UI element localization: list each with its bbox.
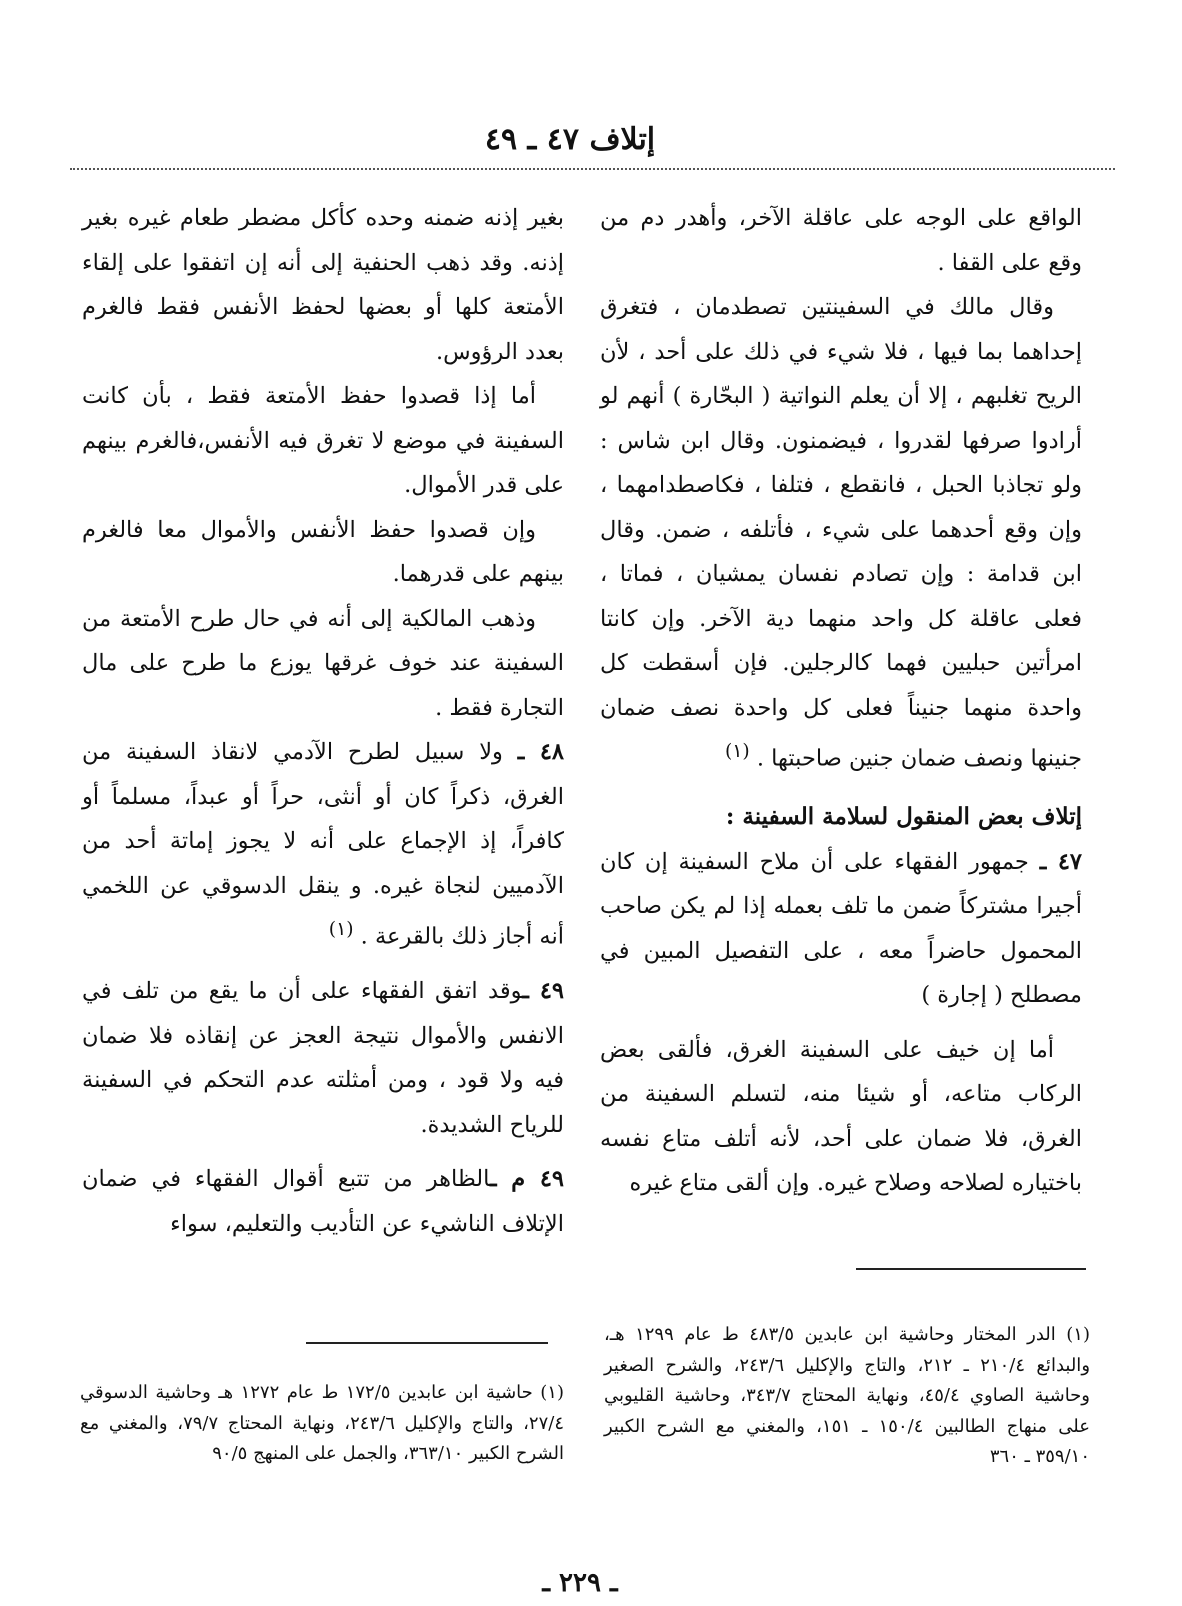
footnote-ref-left: (١) xyxy=(328,919,354,940)
page-header-title: إتلاف ٤٧ ـ ٤٩ xyxy=(484,122,656,157)
left-paragraph-2: أما إذا قصدوا حفظ الأمتعة فقط ، بأن كانت السفينة في موضع لا تغرق فيه الأنفس،فالغرم بينهم على قدر الأموال. xyxy=(82,383,564,498)
left-paragraph-49m xyxy=(82,1157,564,1246)
left-paragraph-49m-text: الظاهر من تتبع أقوال الفقهاء في ضمان الإتلاف الناشيء عن التأديب والتعليم، سواء xyxy=(82,1166,564,1237)
page-number: ـ ٢٢٩ ـ xyxy=(542,1568,618,1598)
left-paragraph-3: وإن قصدوا حفظ الأنفس والأموال معا فالغرم بينهم على قدرهما. xyxy=(82,516,564,587)
right-paragraph-2-text: وقال مالك في السفينتين تصطدمان ، فتغرق إحداهما بما فيها ، فلا شيء في ذلك على أحد ، لأن الريح تغلبهم ، إلا أن يعلم النواتية ( البحّارة ) أنهم لو أرادوا صرفها لقدروا ، فيضمنون. وقال ابن شاس : ولو تجاذبا الحبل ، فانقطع ، فتلفا ، فكاصطدامهما ، وإن وقع أحدهما على شيء ، فأتلفه ، ضمن. وقال ابن قدامة : وإن تصادم نفسان يمشيان ، فماتا ، فعلى عاقلة كل واحد منهما دية الآخر. وإن كانتا امرأتين حبليين فهما كالرجلين. فإن أسقطت كل واحدة منهما جنيناً فعلى كل واحدة نصف ضمان جنينها ونصف ضمان جنين صاحبتها . xyxy=(600,294,1082,772)
paragraph-number-47: ٤٧ ـ xyxy=(1039,848,1082,875)
paragraph-number-49: ٤٩ ـ xyxy=(522,978,564,1004)
right-paragraph-47 xyxy=(600,840,1082,1018)
header-divider xyxy=(70,168,1115,170)
paragraph-number-48: ٤٨ ـ xyxy=(517,739,564,765)
footnote-right: (١) الدر المختار وحاشية ابن عابدين ٤٨٣/٥ ط عام ١٢٩٩ هـ، والبدائع ٢١٠/٤ ـ ٢١٢، والتاج والإكليل ٢٤٣/٦، والشرح الصغير وحاشية الصاوي ٤٥/٤، ونهاية المحتاج ٣٤٣/٧، وحاشية القليوبي على منهاج الطالبين ١٥٠/٤ ـ ١٥١، والمغني مع الشرح الكبير ٣٥٩/١٠ ـ ٣٦٠ xyxy=(604,1324,1091,1467)
right-paragraph-47-text: جمهور الفقهاء على أن ملاح السفينة إن كان أجيرا مشتركاً ضمن ما تلف بعمله إذا لم يكن صاحب المحمول حاضراً معه ، على التفصيل المبين في مصطلح ( إجارة ) xyxy=(600,848,1082,1008)
right-paragraph-2 xyxy=(600,285,1082,781)
footnote-left: (١) حاشية ابن عابدين ١٧٢/٥ ط عام ١٢٧٢ هـ وحاشية الدسوقي ٢٧/٤، والتاج والإكليل ٢٤٣/٦، ونهاية المحتاج ٧٩/٧، والمغني مع الشرح الكبير ٣٦٣/١٠، والجمل على المنهج ٩٠/٥ xyxy=(80,1382,564,1464)
right-paragraph-4: أما إن خيف على السفينة الغرق، فألقى بعض الركاب متاعه، أو شيئا منه، لتسلم السفينة من الغرق، فلا ضمان على أحد، لأنه أتلف متاع نفسه باختياره لصلاحه وصلاح غيره. وإن ألقى متاع غيره xyxy=(600,1036,1082,1196)
left-paragraph-48-text: ولا سبيل لطرح الآدمي لانقاذ السفينة من الغرق، ذكراً كان أو أنثى، حراً أو عبداً، مسلماً أو كافراً، إذ الإجماع على أنه لا يجوز إماتة أحد من الآدميين لنجاة غيره. و ينقل الدسوقي عن اللخمي أنه أجاز ذلك بالقرعة . xyxy=(82,739,564,950)
left-column xyxy=(82,196,564,1246)
left-paragraph-49 xyxy=(82,969,564,1147)
right-paragraph-1: الواقع على الوجه على عاقلة الآخر، وأهدر دم من وقع على القفا . xyxy=(600,205,1082,276)
left-paragraph-49-text: وقد اتفق الفقهاء على أن ما يقع من تلف في الانفس والأموال نتيجة العجز عن إنقاذه فلا ضمان فيه ولا قود ، ومن أمثلته عدم التحكم في السفينة للرياح الشديدة. xyxy=(82,978,564,1138)
left-paragraph-4: وذهب المالكية إلى أنه في حال طرح الأمتعة من السفينة عند خوف غرقها يوزع ما طرح على مال التجارة فقط . xyxy=(82,605,564,721)
footnote-divider-left xyxy=(306,1342,548,1344)
left-paragraph-48 xyxy=(82,730,564,959)
left-paragraph-1: بغير إذنه ضمنه وحده كأكل مضطر طعام غيره بغير إذنه. وقد ذهب الحنفية إلى أنه إن اتفقوا على إلقاء الأمتعة كلها أو بعضها لحفظ الأنفس فقط فالغرم بعدد الرؤوس. xyxy=(82,205,564,365)
paragraph-number-49m: ٤٩ م ـ xyxy=(490,1166,564,1192)
footnote-divider-right xyxy=(856,1268,1086,1270)
section-heading: إتلاف بعض المنقول لسلامة السفينة : xyxy=(725,803,1082,830)
right-column xyxy=(600,196,1082,1206)
footnote-ref-right: (١) xyxy=(724,741,750,762)
